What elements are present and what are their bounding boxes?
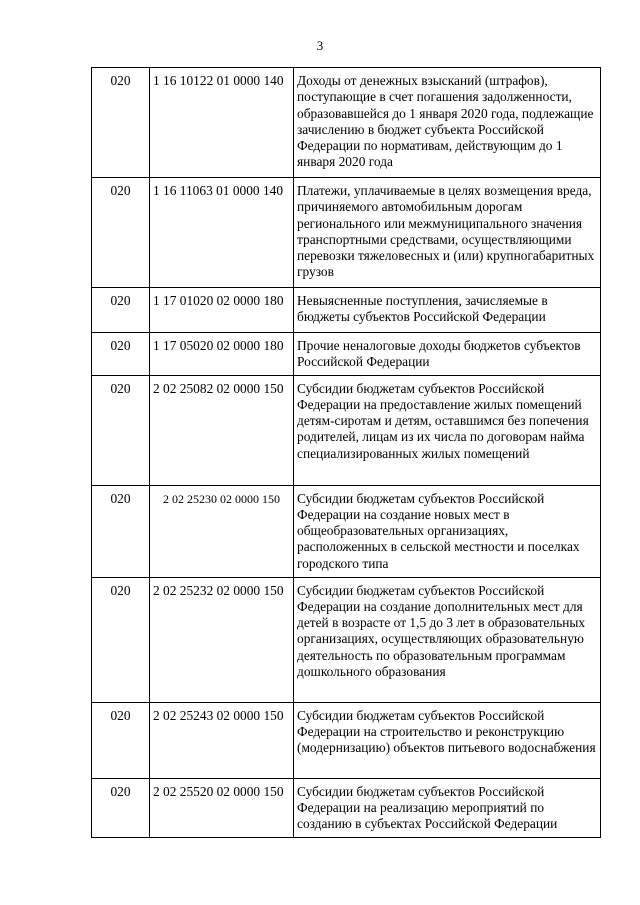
administrator-code-cell: 020 [92,178,150,288]
budget-code-cell: 2 02 25230 02 0000 150 [150,485,294,577]
revenue-description-cell: Субсидии бюджетам субъектов Российской Федерации на создание новых мест в общеобразовательных организациях, расположенных в сельской местности и поселках городского типа [294,485,601,577]
budget-code-cell: 2 02 25232 02 0000 150 [150,577,294,702]
table-row [92,375,601,485]
budget-classification-table [91,67,601,838]
revenue-description-cell: Невыясненные поступления, зачисляемые в бюджеты субъектов Российской Федерации [294,288,601,333]
page-number: 3 [316,38,324,53]
administrator-code-cell: 020 [92,333,150,376]
administrator-code-cell: 020 [92,375,150,485]
table-row [92,288,601,333]
table-row [92,178,601,288]
revenue-description-cell: Платежи, уплачиваемые в целях возмещения вреда, причиняемого автомобильным дорогам регионального или межмуниципального значения транспортными средствами, осуществляющими перевозки тяжеловесных и (или) крупногабаритных грузов [294,178,601,288]
revenue-description-cell: Субсидии бюджетам субъектов Российской Федерации на строительство и реконструкцию (модернизацию) объектов питьевого водоснабжения [294,702,601,778]
budget-code-cell: 2 02 25243 02 0000 150 [150,702,294,778]
table-row [92,778,601,837]
budget-code-cell: 1 16 10122 01 0000 140 [150,68,294,178]
administrator-code-cell: 020 [92,288,150,333]
budget-code-cell: 2 02 25082 02 0000 150 [150,375,294,485]
budget-code-cell: 1 17 01020 02 0000 180 [150,288,294,333]
administrator-code-cell: 020 [92,68,150,178]
administrator-code-cell: 020 [92,485,150,577]
administrator-code-cell: 020 [92,577,150,702]
revenue-description-cell: Доходы от денежных взысканий (штрафов), поступающие в счет погашения задолженности, образовавшейся до 1 января 2020 года, подлежащие зачислению в бюджет субъекта Российской Федерации по нормативам, действующим до 1 января 2020 года [294,68,601,178]
budget-code-cell: 1 17 05020 02 0000 180 [150,333,294,376]
administrator-code-cell: 020 [92,702,150,778]
revenue-description-cell: Субсидии бюджетам субъектов Российской Федерации на реализацию мероприятий по созданию в субъектах Российской Федерации [294,778,601,837]
revenue-description-cell: Прочие неналоговые доходы бюджетов субъектов Российской Федерации [294,333,601,376]
table-row [92,333,601,376]
table-row [92,702,601,778]
budget-code-cell: 2 02 25520 02 0000 150 [150,778,294,837]
table-row [92,68,601,178]
revenue-description-cell: Субсидии бюджетам субъектов Российской Федерации на создание дополнительных мест для детей в возрасте от 1,5 до 3 лет в образовательных организациях, осуществляющих образовательную деятельность по образовательным программам дошкольного образования [294,577,601,702]
revenue-description-cell: Субсидии бюджетам субъектов Российской Федерации на предоставление жилых помещений детям-сиротам и детям, оставшимся без попечения родителей, лицам из их числа по договорам найма специализированных жилых помещений [294,375,601,485]
budget-code-cell: 1 16 11063 01 0000 140 [150,178,294,288]
administrator-code-cell: 020 [92,778,150,837]
table-row [92,485,601,577]
table-row [92,577,601,702]
